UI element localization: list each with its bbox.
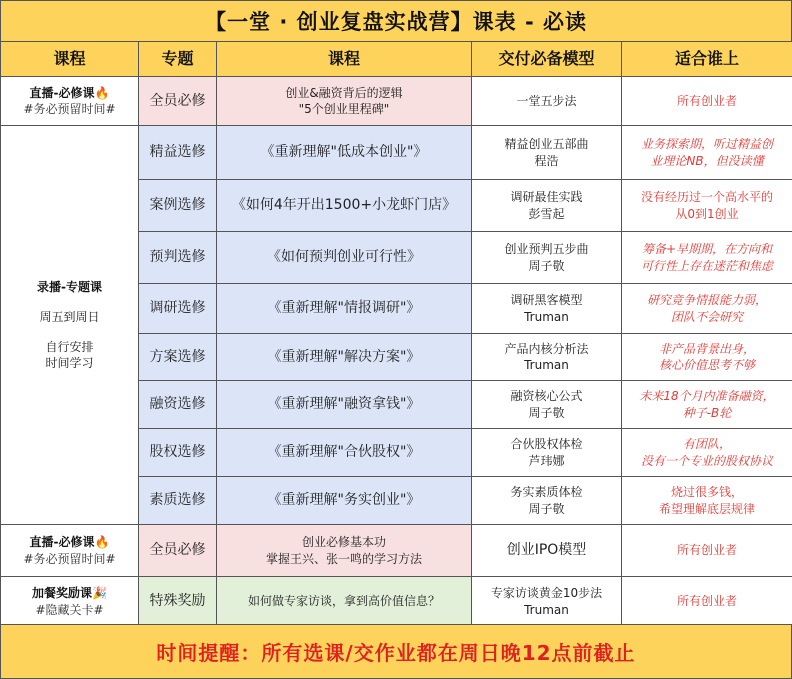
table-row	[1, 77, 792, 126]
topic-cell: 素质选修	[139, 477, 217, 525]
section-live-required-2	[1, 525, 139, 577]
model-cell: 产品内核分析法 Truman	[472, 334, 622, 381]
section-note: #务必预留时间#	[23, 551, 116, 566]
course-cell: 创业必修基本功 掌握王兴、张一鸣的学习方法	[217, 525, 472, 577]
course-cell: 《如何预判创业可行性》	[217, 232, 472, 284]
section-label: 直播-必修课	[29, 535, 95, 550]
header-audience: 适合谁上	[622, 42, 792, 77]
audience-cell: 未来18个月内准备融资， 种子-B轮	[622, 381, 792, 429]
model-cell: 务实素质体检 周子敬	[472, 477, 622, 525]
section-note: #隐藏关卡#	[35, 602, 104, 617]
model-cell: 合伙股权体检 芦玮娜	[472, 429, 622, 477]
course-cell: 《重新理解"融资拿钱"》	[217, 381, 472, 429]
topic-cell: 方案选修	[139, 334, 217, 381]
audience-cell: 筹备+早期期，在方向和 可行性上存在迷茫和焦虑	[622, 232, 792, 284]
header-topic: 专题	[139, 42, 217, 77]
topic-cell: 全员必修	[139, 525, 217, 577]
audience-cell: 所有创业者	[622, 577, 792, 627]
header-course-type: 课程	[1, 42, 139, 77]
topic-cell: 特殊奖励	[139, 577, 217, 627]
course-cell: 《如何4年开出1500+小龙虾门店》	[217, 180, 472, 232]
model-cell: 一堂五步法	[472, 77, 622, 126]
course-cell: 《重新理解"解决方案"》	[217, 334, 472, 381]
section-note: #务必预留时间#	[23, 102, 116, 116]
topic-cell: 全员必修	[139, 77, 217, 126]
flame-icon: 🔥	[94, 535, 110, 550]
model-cell: 融资核心公式 周子敬	[472, 381, 622, 429]
course-cell: 如何做专家访谈，拿到高价值信息？	[217, 577, 472, 627]
audience-cell: 所有创业者	[622, 525, 792, 577]
table-row	[1, 577, 792, 627]
schedule-table	[0, 41, 792, 627]
model-cell: 精益创业五部曲 程浩	[472, 126, 622, 180]
flame-icon: 🔥	[94, 85, 110, 100]
model-cell: 专家访谈黄金10步法 Truman	[472, 577, 622, 627]
topic-cell: 股权选修	[139, 429, 217, 477]
section-bonus	[1, 577, 139, 627]
deadline-reminder: 时间提醒：所有选课/交作业都在周日晚12点前截止	[0, 624, 792, 679]
section-recorded-topic: 录播-专题课 周五到周日 自行安排 时间学习	[1, 126, 139, 525]
header-model: 交付必备模型	[472, 42, 622, 77]
topic-cell: 融资选修	[139, 381, 217, 429]
section-live-required	[1, 77, 139, 126]
course-cell: 《重新理解"务实创业"》	[217, 477, 472, 525]
header-course: 课程	[217, 42, 472, 77]
table-row	[1, 126, 792, 180]
party-popper-icon: 🎉	[92, 586, 107, 601]
audience-cell: 有团队， 没有一个专业的股权协议	[622, 429, 792, 477]
model-cell: 调研最佳实践 彭雪起	[472, 180, 622, 232]
table-row	[1, 525, 792, 577]
topic-cell: 案例选修	[139, 180, 217, 232]
course-cell: 《重新理解"合伙股权"》	[217, 429, 472, 477]
model-cell: 调研黑客模型 Truman	[472, 284, 622, 334]
course-cell: 《重新理解"情报调研"》	[217, 284, 472, 334]
page-title: 【一堂 · 创业复盘实战营】课表 - 必读	[0, 0, 792, 42]
audience-cell: 烧过很多钱， 希望理解底层规律	[622, 477, 792, 525]
header-row	[1, 42, 792, 77]
model-cell: 创业IPO模型	[472, 525, 622, 577]
course-cell: 《重新理解"低成本创业"》	[217, 126, 472, 180]
audience-cell: 所有创业者	[622, 77, 792, 126]
section-label: 加餐奖励课	[32, 586, 93, 601]
section-label: 录播-专题课	[37, 279, 102, 294]
model-cell: 创业预判五步曲 周子敬	[472, 232, 622, 284]
audience-cell: 业务探索期，听过精益创 业理论NB，但没读懂	[622, 126, 792, 180]
topic-cell: 预判选修	[139, 232, 217, 284]
audience-cell: 非产品背景出身， 核心价值思考不够	[622, 334, 792, 381]
topic-cell: 精益选修	[139, 126, 217, 180]
section-label: 直播-必修课	[29, 85, 95, 100]
audience-cell: 没有经历过一个高水平的 从0到1创业	[622, 180, 792, 232]
topic-cell: 调研选修	[139, 284, 217, 334]
audience-cell: 研究竞争情报能力弱， 团队不会研究	[622, 284, 792, 334]
course-cell: 创业&融资背后的逻辑 "5个创业里程碑"	[217, 77, 472, 126]
